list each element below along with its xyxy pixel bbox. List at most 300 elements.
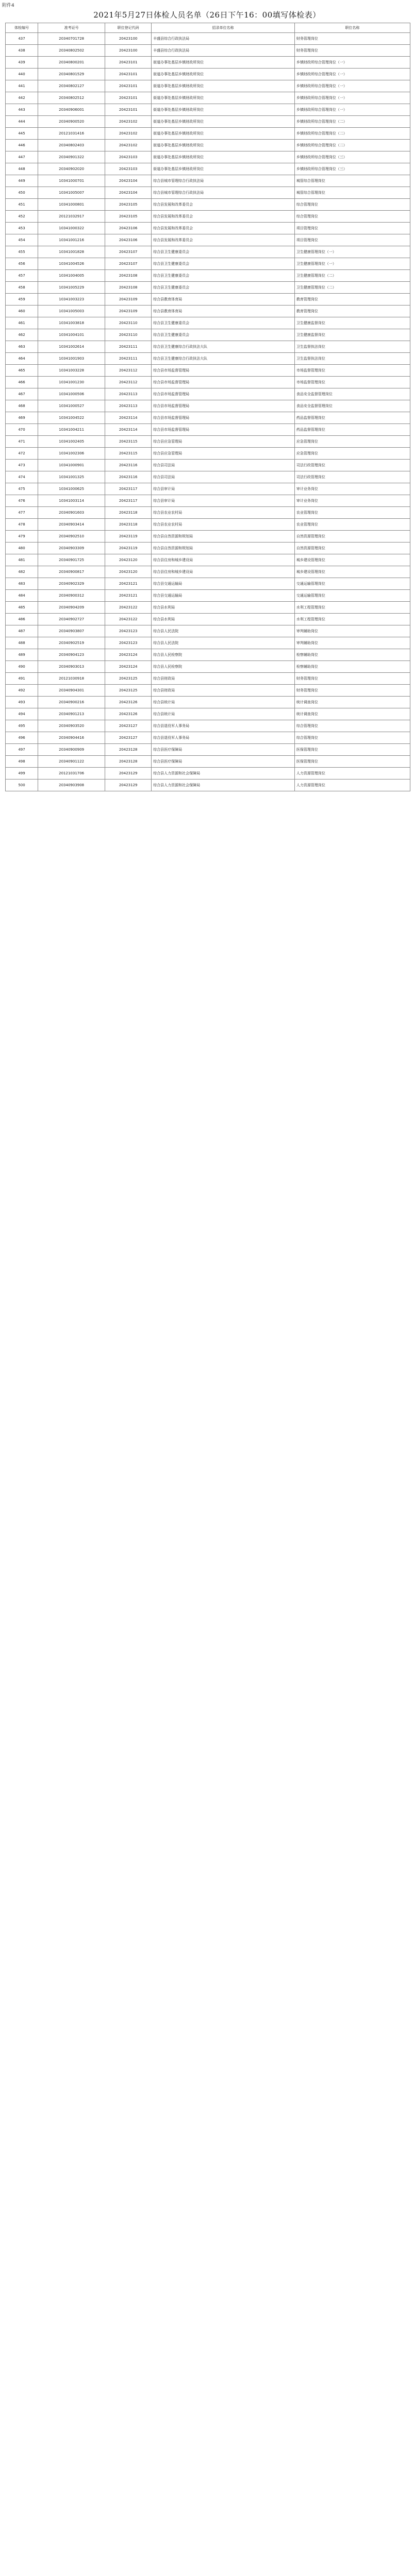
cell-ticket-no: 20340801529 [38,69,105,80]
table-row [6,33,410,45]
cell-ticket-no: 20340904301 [38,685,105,697]
cell-ticket-no: 20121032917 [38,211,105,223]
cell-exam-no: 496 [6,732,38,744]
cell-employer: 综合县审计局 [152,483,295,495]
cell-exam-no: 444 [6,116,38,128]
cell-position: 应急管理岗位 [294,436,410,448]
cell-position: 乡镇财政所综合管理岗位（二） [294,128,410,140]
cell-ticket-no: 10341001216 [38,234,105,246]
cell-exam-no: 500 [6,779,38,791]
cell-ticket-no: 10341002614 [38,341,105,353]
table-row [6,720,410,732]
table-row [6,637,410,649]
cell-position: 审判辅助岗位 [294,625,410,637]
cell-exam-no: 442 [6,92,38,104]
cell-exam-no: 471 [6,436,38,448]
cell-exam-no: 459 [6,294,38,306]
cell-ticket-no: 10341003114 [38,495,105,507]
cell-employer: 街道办事处基层乡镇财政所岗位 [152,80,295,92]
cell-exam-no: 499 [6,768,38,779]
cell-employer: 综合县市场监督管理局 [152,388,295,400]
cell-employer: 综合县城市管理综合行政执法局 [152,187,295,199]
cell-position: 医保管理岗位 [294,756,410,768]
cell-exam-no: 486 [6,614,38,625]
cell-position: 财务管理岗位 [294,45,410,57]
table-row [6,128,410,140]
cell-position-code: 20423126 [105,697,152,708]
table-row [6,377,410,388]
cell-position-code: 20423102 [105,140,152,151]
table-row [6,353,410,365]
cell-ticket-no: 20340906001 [38,104,105,116]
table-row [6,116,410,128]
cell-ticket-no: 20340902329 [38,578,105,590]
cell-position-code: 20423102 [105,116,152,128]
cell-employer: 综合县应急管理局 [152,436,295,448]
cell-exam-no: 489 [6,649,38,661]
cell-exam-no: 466 [6,377,38,388]
cell-position: 乡镇财政所综合管理岗位（一） [294,69,410,80]
cell-position-code: 20423113 [105,400,152,412]
table-row [6,175,410,187]
cell-employer: 街道办事处基层乡镇财政所岗位 [152,128,295,140]
cell-employer: 综合县应急管理局 [152,448,295,460]
cell-exam-no: 461 [6,317,38,329]
cell-ticket-no: 20340903414 [38,519,105,531]
cell-ticket-no: 20340800201 [38,57,105,69]
cell-employer: 综合县人民法院 [152,625,295,637]
cell-position: 审计业务岗位 [294,483,410,495]
col-header-exam-no: 体检编号 [6,23,38,33]
cell-position: 市场监督管理岗位 [294,377,410,388]
cell-ticket-no: 20340904123 [38,649,105,661]
cell-exam-no: 481 [6,554,38,566]
cell-ticket-no: 10341002405 [38,436,105,448]
cell-employer: 综合县退役军人事务局 [152,720,295,732]
cell-position-code: 20423110 [105,329,152,341]
cell-position: 城乡建设管理岗位 [294,554,410,566]
attachment-label: 附件4 [2,3,14,8]
table-row [6,483,410,495]
cell-position-code: 20423118 [105,507,152,519]
cell-position: 综合管理岗位 [294,199,410,211]
cell-ticket-no: 10341000701 [38,175,105,187]
roster-table [5,23,410,791]
cell-position: 检察辅助岗位 [294,661,410,673]
table-row [6,649,410,661]
table-row [6,294,410,306]
cell-exam-no: 494 [6,708,38,720]
cell-position-code: 20423121 [105,590,152,602]
cell-employer: 综合县医疗保障局 [152,756,295,768]
cell-exam-no: 452 [6,211,38,223]
cell-exam-no: 437 [6,33,38,45]
cell-position-code: 20423100 [105,45,152,57]
table-row [6,388,410,400]
cell-exam-no: 482 [6,566,38,578]
cell-ticket-no: 20340903908 [38,779,105,791]
cell-position-code: 20423101 [105,57,152,69]
cell-exam-no: 440 [6,69,38,80]
cell-ticket-no: 20340802127 [38,80,105,92]
cell-position: 统计调查岗位 [294,708,410,720]
table-row [6,199,410,211]
cell-position: 食品安全监督管理岗位 [294,388,410,400]
cell-employer: 街道办事处基层乡镇财政所岗位 [152,104,295,116]
cell-position: 综合管理岗位 [294,211,410,223]
table-row [6,495,410,507]
cell-position-code: 20423111 [105,341,152,353]
cell-ticket-no: 10341002306 [38,448,105,460]
cell-employer: 丰盛县综合行政执法局 [152,45,295,57]
cell-position-code: 20423103 [105,163,152,175]
cell-position-code: 20423108 [105,270,152,282]
cell-position: 检察辅助岗位 [294,649,410,661]
cell-employer: 综合县退役军人事务局 [152,732,295,744]
cell-ticket-no: 20340903807 [38,625,105,637]
cell-ticket-no: 20340802512 [38,92,105,104]
table-row [6,614,410,625]
cell-employer: 综合县卫生健康委员会 [152,329,295,341]
cell-position: 财务管理岗位 [294,673,410,685]
cell-employer: 综合县财政局 [152,685,295,697]
table-header-row [6,23,410,33]
table-row [6,57,410,69]
cell-ticket-no: 20340900909 [38,744,105,756]
table-row [6,151,410,163]
cell-position-code: 20423101 [105,69,152,80]
cell-exam-no: 470 [6,424,38,436]
cell-exam-no: 455 [6,246,38,258]
table-row [6,507,410,519]
cell-ticket-no: 10341000527 [38,400,105,412]
cell-employer: 综合县卫生健康委员会 [152,317,295,329]
cell-ticket-no: 20121031706 [38,768,105,779]
table-row [6,768,410,779]
cell-exam-no: 448 [6,163,38,175]
cell-exam-no: 480 [6,543,38,554]
table-row [6,92,410,104]
cell-employer: 街道办事处基层乡镇财政所岗位 [152,151,295,163]
cell-position-code: 20423128 [105,744,152,756]
cell-ticket-no: 10341005003 [38,306,105,317]
cell-ticket-no: 20121030918 [38,673,105,685]
cell-ticket-no: 10341001903 [38,353,105,365]
cell-ticket-no: 10341000625 [38,483,105,495]
cell-position-code: 20423123 [105,637,152,649]
cell-ticket-no: 20340701728 [38,33,105,45]
cell-position: 乡镇财政所综合管理岗位（二） [294,116,410,128]
cell-ticket-no: 20340900312 [38,590,105,602]
cell-ticket-no: 20340802403 [38,140,105,151]
cell-position: 项目管理岗位 [294,223,410,234]
cell-position: 审计业务岗位 [294,495,410,507]
cell-position-code: 20423121 [105,578,152,590]
cell-exam-no: 488 [6,637,38,649]
cell-position: 乡镇财政所综合管理岗位（一） [294,104,410,116]
cell-exam-no: 478 [6,519,38,531]
cell-employer: 综合县人民法院 [152,637,295,649]
cell-ticket-no: 10341003228 [38,365,105,377]
cell-exam-no: 472 [6,448,38,460]
cell-position-code: 20423122 [105,614,152,625]
cell-position: 水利工程管理岗位 [294,602,410,614]
cell-position-code: 20423101 [105,80,152,92]
table-row [6,685,410,697]
cell-position-code: 20423116 [105,471,152,483]
cell-exam-no: 490 [6,661,38,673]
cell-ticket-no: 20340901122 [38,756,105,768]
cell-employer: 综合县住房和城乡建设局 [152,566,295,578]
cell-position-code: 20423112 [105,377,152,388]
cell-exam-no: 463 [6,341,38,353]
cell-ticket-no: 10341000901 [38,460,105,471]
cell-position: 审判辅助岗位 [294,637,410,649]
table-row [6,211,410,223]
table-row [6,566,410,578]
cell-position: 交通运输管理岗位 [294,590,410,602]
table-row [6,400,410,412]
cell-position-code: 20423101 [105,104,152,116]
cell-ticket-no: 10341001828 [38,246,105,258]
cell-position: 乡镇财政所综合管理岗位（三） [294,151,410,163]
table-row [6,341,410,353]
cell-position-code: 20423103 [105,151,152,163]
cell-position-code: 20423118 [105,519,152,531]
cell-employer: 综合县财政局 [152,673,295,685]
cell-position: 卫生健康管理岗位（一） [294,246,410,258]
cell-position: 乡镇财政所综合管理岗位（一） [294,92,410,104]
cell-position-code: 20423109 [105,306,152,317]
cell-position: 卫生健康监督岗位 [294,317,410,329]
cell-position: 水利工程管理岗位 [294,614,410,625]
cell-ticket-no: 20340903520 [38,720,105,732]
table-row [6,187,410,199]
cell-exam-no: 458 [6,282,38,294]
table-row [6,673,410,685]
cell-position: 城乡建设管理岗位 [294,566,410,578]
cell-exam-no: 453 [6,223,38,234]
table-row [6,45,410,57]
cell-employer: 综合县教育体育局 [152,294,295,306]
cell-position: 自然资源管理岗位 [294,543,410,554]
cell-exam-no: 467 [6,388,38,400]
cell-position-code: 20423109 [105,294,152,306]
cell-position: 市场监督管理岗位 [294,365,410,377]
cell-exam-no: 464 [6,353,38,365]
cell-position-code: 20423105 [105,211,152,223]
table-row [6,223,410,234]
cell-ticket-no: 20340901603 [38,507,105,519]
table-row [6,602,410,614]
table-row [6,732,410,744]
table-row [6,140,410,151]
cell-position: 人力资源管理岗位 [294,779,410,791]
table-row [6,543,410,554]
cell-ticket-no: 20340901725 [38,554,105,566]
cell-position: 乡镇财政所综合管理岗位（一） [294,57,410,69]
cell-position-code: 20423123 [105,625,152,637]
cell-position: 应急管理岗位 [294,448,410,460]
cell-exam-no: 439 [6,57,38,69]
cell-position-code: 20423100 [105,33,152,45]
cell-position-code: 20423119 [105,543,152,554]
cell-position: 财务管理岗位 [294,33,410,45]
cell-position-code: 20423102 [105,128,152,140]
cell-position-code: 20423112 [105,365,152,377]
cell-employer: 综合县人民检察院 [152,649,295,661]
cell-exam-no: 457 [6,270,38,282]
cell-ticket-no: 10341004101 [38,329,105,341]
cell-position-code: 20423107 [105,258,152,270]
table-row [6,306,410,317]
cell-exam-no: 479 [6,531,38,543]
cell-employer: 综合县水利局 [152,602,295,614]
cell-exam-no: 454 [6,234,38,246]
cell-employer: 综合县发展和改革委员会 [152,234,295,246]
table-row [6,756,410,768]
cell-position: 交通运输管理岗位 [294,578,410,590]
cell-employer: 综合县统计局 [152,697,295,708]
cell-position-code: 20423124 [105,649,152,661]
cell-employer: 综合县卫生健康委员会 [152,258,295,270]
cell-employer: 综合县人力资源和社会保障局 [152,779,295,791]
cell-position-code: 20423117 [105,495,152,507]
table-row [6,246,410,258]
cell-exam-no: 438 [6,45,38,57]
cell-exam-no: 446 [6,140,38,151]
cell-exam-no: 450 [6,187,38,199]
cell-employer: 综合县统计局 [152,708,295,720]
cell-exam-no: 456 [6,258,38,270]
table-row [6,234,410,246]
cell-ticket-no: 10341001325 [38,471,105,483]
table-row [6,471,410,483]
cell-ticket-no: 10341005007 [38,187,105,199]
cell-employer: 综合县卫生健康综合行政执法大队 [152,341,295,353]
cell-position-code: 20423101 [105,92,152,104]
cell-position: 药品监督管理岗位 [294,412,410,424]
cell-ticket-no: 10341000506 [38,388,105,400]
cell-position-code: 20423108 [105,282,152,294]
table-row [6,779,410,791]
cell-employer: 综合县交通运输局 [152,590,295,602]
cell-position: 医保管理岗位 [294,744,410,756]
cell-exam-no: 449 [6,175,38,187]
cell-position-code: 20423115 [105,436,152,448]
cell-position: 综合管理岗位 [294,732,410,744]
cell-position-code: 20423110 [105,317,152,329]
cell-exam-no: 474 [6,471,38,483]
table-row [6,661,410,673]
cell-exam-no: 460 [6,306,38,317]
table-row [6,519,410,531]
cell-position-code: 20423104 [105,187,152,199]
cell-position: 卫生健康管理岗位（二） [294,282,410,294]
cell-ticket-no: 20340900817 [38,566,105,578]
table-row [6,448,410,460]
cell-employer: 街道办事处基层乡镇财政所岗位 [152,57,295,69]
cell-employer: 综合县审计局 [152,495,295,507]
cell-position: 卫生监督执法岗位 [294,353,410,365]
cell-exam-no: 445 [6,128,38,140]
cell-ticket-no: 20340900216 [38,697,105,708]
cell-ticket-no: 10341003818 [38,317,105,329]
table-row [6,282,410,294]
cell-position: 人力资源管理岗位 [294,768,410,779]
table-row [6,163,410,175]
cell-exam-no: 492 [6,685,38,697]
cell-position: 综合管理岗位 [294,720,410,732]
cell-ticket-no: 10341004005 [38,270,105,282]
table-row [6,270,410,282]
cell-employer: 丰盛县综合行政执法局 [152,33,295,45]
cell-employer: 综合县卫生健康委员会 [152,270,295,282]
cell-position-code: 20423122 [105,602,152,614]
cell-position: 卫生监督执法岗位 [294,341,410,353]
cell-exam-no: 462 [6,329,38,341]
cell-position-code: 20423116 [105,460,152,471]
cell-position: 财务管理岗位 [294,685,410,697]
cell-employer: 综合县发展和改革委员会 [152,223,295,234]
cell-position-code: 20423127 [105,732,152,744]
cell-ticket-no: 20340904209 [38,602,105,614]
cell-employer: 综合县教育体育局 [152,306,295,317]
col-header-position: 职位名称 [294,23,410,33]
cell-position: 乡镇财政所综合管理岗位（三） [294,163,410,175]
cell-position-code: 20423128 [105,756,152,768]
cell-employer: 综合县农业农村局 [152,519,295,531]
cell-position-code: 20423115 [105,448,152,460]
cell-employer: 综合县城市管理综合行政执法局 [152,175,295,187]
table-row [6,436,410,448]
table-row [6,554,410,566]
table-row [6,578,410,590]
col-header-position-code: 职位登记代码 [105,23,152,33]
cell-ticket-no: 20340903013 [38,661,105,673]
cell-position: 乡镇财政所综合管理岗位（二） [294,140,410,151]
cell-position-code: 20423117 [105,483,152,495]
cell-position: 统计调查岗位 [294,697,410,708]
cell-position: 城管综合管理岗位 [294,175,410,187]
cell-exam-no: 484 [6,590,38,602]
cell-ticket-no: 20340802502 [38,45,105,57]
cell-exam-no: 495 [6,720,38,732]
cell-position: 食品安全监督管理岗位 [294,400,410,412]
table-row [6,80,410,92]
cell-ticket-no: 20340902727 [38,614,105,625]
cell-position-code: 20423111 [105,353,152,365]
col-header-employer: 招录单位名称 [152,23,295,33]
cell-exam-no: 451 [6,199,38,211]
cell-ticket-no: 20340904416 [38,732,105,744]
cell-employer: 综合县市场监督管理局 [152,412,295,424]
cell-position-code: 20423105 [105,199,152,211]
cell-position-code: 20423119 [105,531,152,543]
table-row [6,708,410,720]
cell-ticket-no: 10341005229 [38,282,105,294]
cell-ticket-no: 20340901213 [38,708,105,720]
cell-ticket-no: 10341004211 [38,424,105,436]
cell-position: 教育管理岗位 [294,306,410,317]
cell-employer: 综合县水利局 [152,614,295,625]
cell-employer: 综合县卫生健康委员会 [152,246,295,258]
cell-employer: 综合县住房和城乡建设局 [152,554,295,566]
cell-position-code: 20423126 [105,708,152,720]
cell-position: 乡镇财政所综合管理岗位（一） [294,80,410,92]
cell-position: 农业管理岗位 [294,519,410,531]
cell-ticket-no: 20340902510 [38,531,105,543]
